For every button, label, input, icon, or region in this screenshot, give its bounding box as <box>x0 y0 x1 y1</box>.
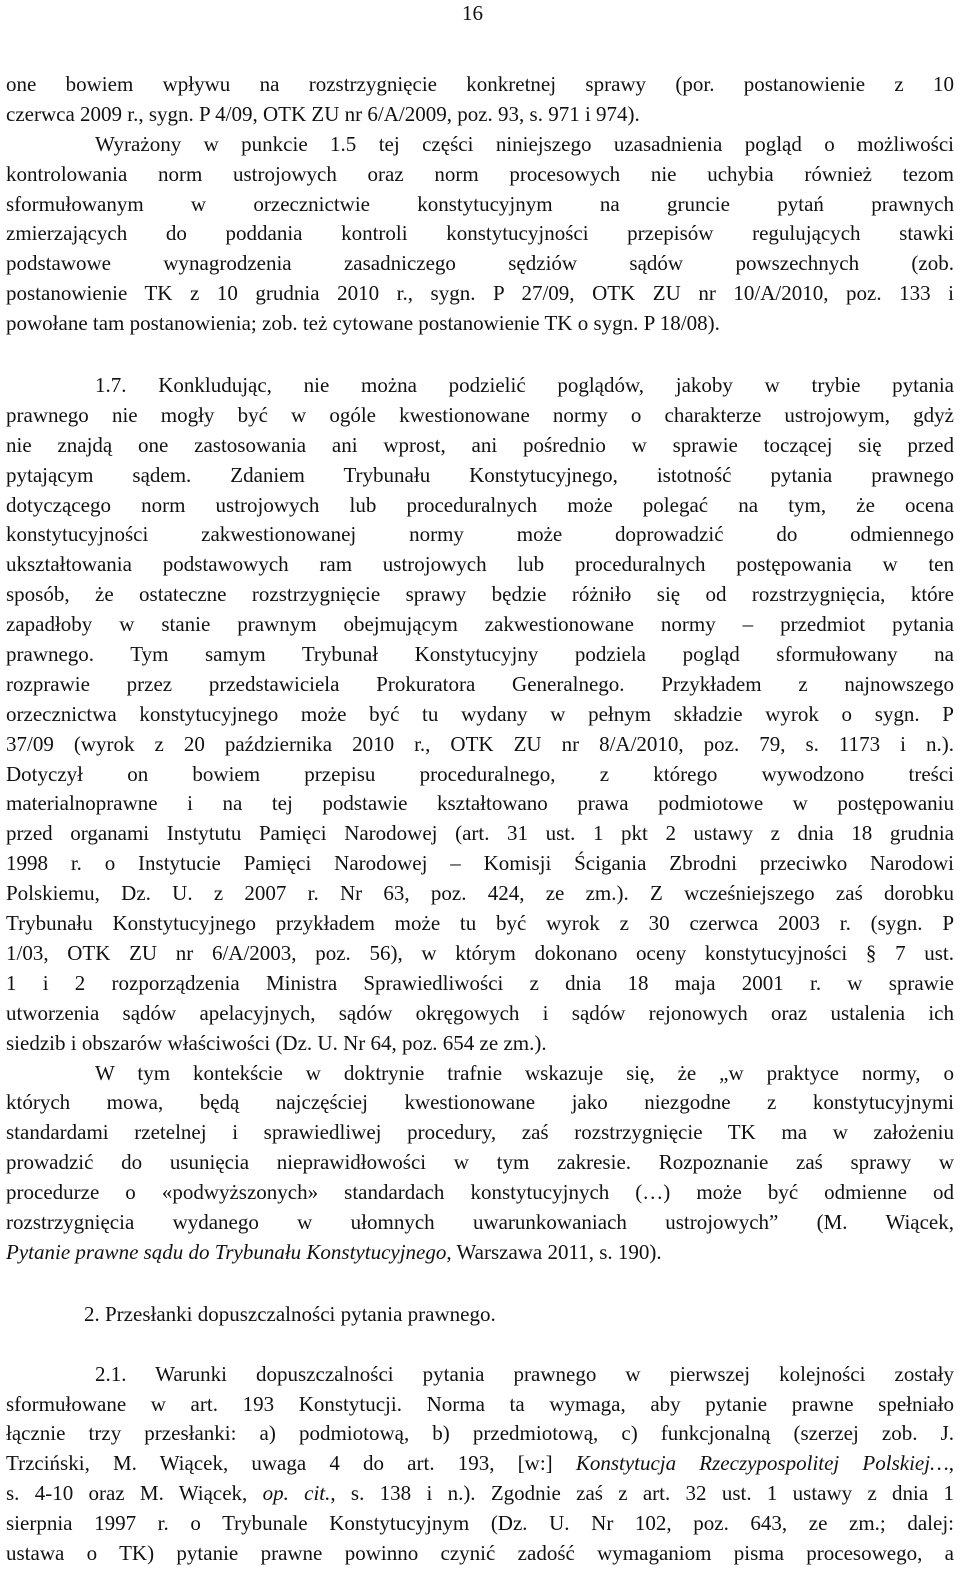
text-fragment: Trzciński, M. Wiącek, uwaga 4 do art. 193, [w:] <box>6 1451 576 1476</box>
text-line: standardami rzetelnej i sprawiedliwej procedury, zaś rozstrzygnięcie TK ma w założeniu <box>6 1120 954 1145</box>
citation-title: Pytanie prawne sądu do Trybunału Konstytucyjnego <box>6 1239 447 1264</box>
paragraph-intro <box>6 70 954 130</box>
text-line: dotyczącego norm ustrojowych lub proceduralnych może polegać na tym, że ocena <box>6 492 954 517</box>
text-line: W tym kontekście w doktrynie trafnie wskazuje się, że „w praktyce normy, o <box>95 1060 954 1085</box>
paragraph-gap <box>6 1268 954 1300</box>
text-line <box>6 1238 954 1268</box>
text-line: orzecznictwa konstytucyjnego może być tu wydany w pełnym składzie wyrok o sygn. P <box>6 701 954 726</box>
text-line: powołane tam postanowienia; zob. też cytowane postanowienie TK o sygn. P 18/08). <box>6 311 720 336</box>
citation-title: Konstytucja Rzeczypospolitej Polskiej… <box>575 1451 949 1476</box>
text-line: prawnego nie mogły być w ogóle kwestionowane normy o charakterze ustrojowym, gdyż <box>6 402 954 427</box>
text-fragment: , <box>948 1451 954 1476</box>
text-line: 2.1. Warunki dopuszczalności pytania prawnego w pierwszej kolejności zostały <box>95 1361 954 1386</box>
text-line: sposób, że ostateczne rozstrzygnięcie sprawy będzie różniło się od rozstrzygnięcia, które <box>6 582 954 607</box>
text-fragment: , s. 138 i n.). Zgodnie zaś z art. 32 ust. 1 ustawy z dnia 1 <box>330 1481 954 1506</box>
text-line: utworzenia sądów apelacyjnych, sądów okręgowych i sądów rejonowych oraz ustalenia ich <box>6 1000 954 1025</box>
text-line: podstawowe wynagrodzenia zasadniczego sędziów sądów powszechnych (zob. <box>6 251 954 276</box>
text-line: Dotyczył on bowiem przepisu proceduralnego, z którego wywodzono treści <box>6 761 954 786</box>
text-line: one bowiem wpływu na rozstrzygnięcie konkretnej sprawy (por. postanowienie z 10 <box>6 72 954 96</box>
text-line: 1998 r. o Instytucie Pamięci Narodowej – Komisji Ścigania Zbrodni przeciwko Narodowi <box>6 851 954 876</box>
text-line <box>6 1449 954 1479</box>
paragraph-gap <box>6 339 954 371</box>
text-line: 1 i 2 rozporządzenia Ministra Sprawiedliwości z dnia 18 maja 2001 r. w sprawie <box>6 970 954 995</box>
paragraph-doctrine <box>6 1059 954 1268</box>
text-fragment: s. 4-10 oraz M. Wiącek, <box>6 1481 263 1506</box>
text-line: przed organami Instytutu Pamięci Narodowej (art. 31 ust. 1 pkt 2 ustawy z dnia 18 grudnia <box>6 821 954 846</box>
text-line: prawnego. Tym samym Trybunał Konstytucyjny podziela pogląd sformułowany na <box>6 642 954 667</box>
document-body <box>6 70 954 1569</box>
text-line: nie znajdą one zastosowania ani wprost, ani pośrednio w sprawie toczącej się przed <box>6 432 954 457</box>
text-line: materialnoprawne i na tej podstawie kształtowano prawa podmiotowe w postępowaniu <box>6 791 954 816</box>
text-line: Wyrażony w punkcie 1.5 tej części niniejszego uzasadnienia pogląd o możliwości <box>95 131 954 156</box>
text-line: prowadzić do usunięcia nieprawidłowości w tym zakresie. Rozpoznanie zaś sprawy w <box>6 1150 954 1175</box>
text-line: 1.7. Konkludując, nie można podzielić poglądów, jakoby w trybie pytania <box>95 373 954 398</box>
text-line: postanowienie TK z 10 grudnia 2010 r., sygn. P 27/09, OTK ZU nr 10/A/2010, poz. 133 i <box>6 281 954 306</box>
text-line: pytającym sądem. Zdaniem Trybunału Konstytucyjnego, istotność pytania prawnego <box>6 462 954 487</box>
text-line: ustawa o TK) pytanie prawne powinno czynić zadość wymaganiom pisma procesowego, a <box>6 1540 954 1565</box>
citation-abbrev: op. cit. <box>262 1481 331 1506</box>
text-line: których mowa, będą najczęściej kwestionowane jako niezgodne z konstytucyjnymi <box>6 1090 954 1115</box>
text-line: Trybunału Konstytucyjnego przykładem może tu być wyrok z 30 czerwca 2003 r. (sygn. P <box>6 911 954 936</box>
text-line: sierpnia 1997 r. o Trybunale Konstytucyjnym (Dz. U. Nr 102, poz. 643, ze zm.; dalej: <box>6 1511 954 1536</box>
paragraph-1-7 <box>6 371 954 1058</box>
paragraph-2-1 <box>6 1360 954 1569</box>
citation-rest: , Warszawa 2011, s. 190). <box>446 1239 662 1264</box>
page-number: 16 <box>462 1 483 25</box>
text-line: czerwca 2009 r., sygn. P 4/09, OTK ZU nr 6/A/2009, poz. 93, s. 971 i 974). <box>6 101 640 126</box>
paragraph-gap <box>6 1330 954 1360</box>
text-line: kontrolowania norm ustrojowych oraz norm procesowych nie uchybia również tezom <box>6 161 954 186</box>
text-line: zmierzających do poddania kontroli konstytucyjności przepisów regulujących stawki <box>6 221 954 246</box>
text-line <box>6 1479 954 1509</box>
text-line: procedurze o «podwyższonych» standardach konstytucyjnych (…) może być odmienne od <box>6 1180 954 1205</box>
text-line: rozprawie przez przedstawiciela Prokuratora Generalnego. Przykładem z najnowszego <box>6 671 954 696</box>
text-line: zapadłoby w stanie prawnym obejmującym zakwestionowane normy – przedmiot pytania <box>6 612 954 637</box>
section-heading: 2. Przesłanki dopuszczalności pytania prawnego. <box>84 1301 496 1326</box>
text-line: sformułowane w art. 193 Konstytucji. Norma ta wymaga, aby pytanie prawne spełniało <box>6 1391 954 1416</box>
text-line: siedzib i obszarów właściwości (Dz. U. Nr 64, poz. 654 ze zm.). <box>6 1030 547 1055</box>
text-line: 37/09 (wyrok z 20 października 2010 r., OTK ZU nr 8/A/2010, poz. 79, s. 1173 i n.). <box>6 731 954 756</box>
text-line: sformułowanym w orzecznictwie konstytucyjnym na gruncie pytań prawnych <box>6 191 954 216</box>
text-line: łącznie trzy przesłanki: a) podmiotową, b) przedmiotową, c) funkcjonalną (szerzej zob. J. <box>6 1421 954 1446</box>
paragraph-1-5 <box>6 130 954 339</box>
text-line: rozstrzygnięcia wydanego w ułomnych uwarunkowaniach ustrojowych” (M. Wiącek, <box>6 1209 954 1234</box>
text-line: ukształtowania podstawowych ram ustrojowych lub proceduralnych postępowania w ten <box>6 552 954 577</box>
text-line: 1/03, OTK ZU nr 6/A/2003, poz. 56), w którym dokonano oceny konstytucyjności § 7 ust. <box>6 940 954 965</box>
text-line: konstytucyjności zakwestionowanej normy może doprowadzić do odmiennego <box>6 522 954 547</box>
text-line: Polskiemu, Dz. U. z 2007 r. Nr 63, poz. 424, ze zm.). Z wcześniejszego zaś dorobku <box>6 881 954 906</box>
